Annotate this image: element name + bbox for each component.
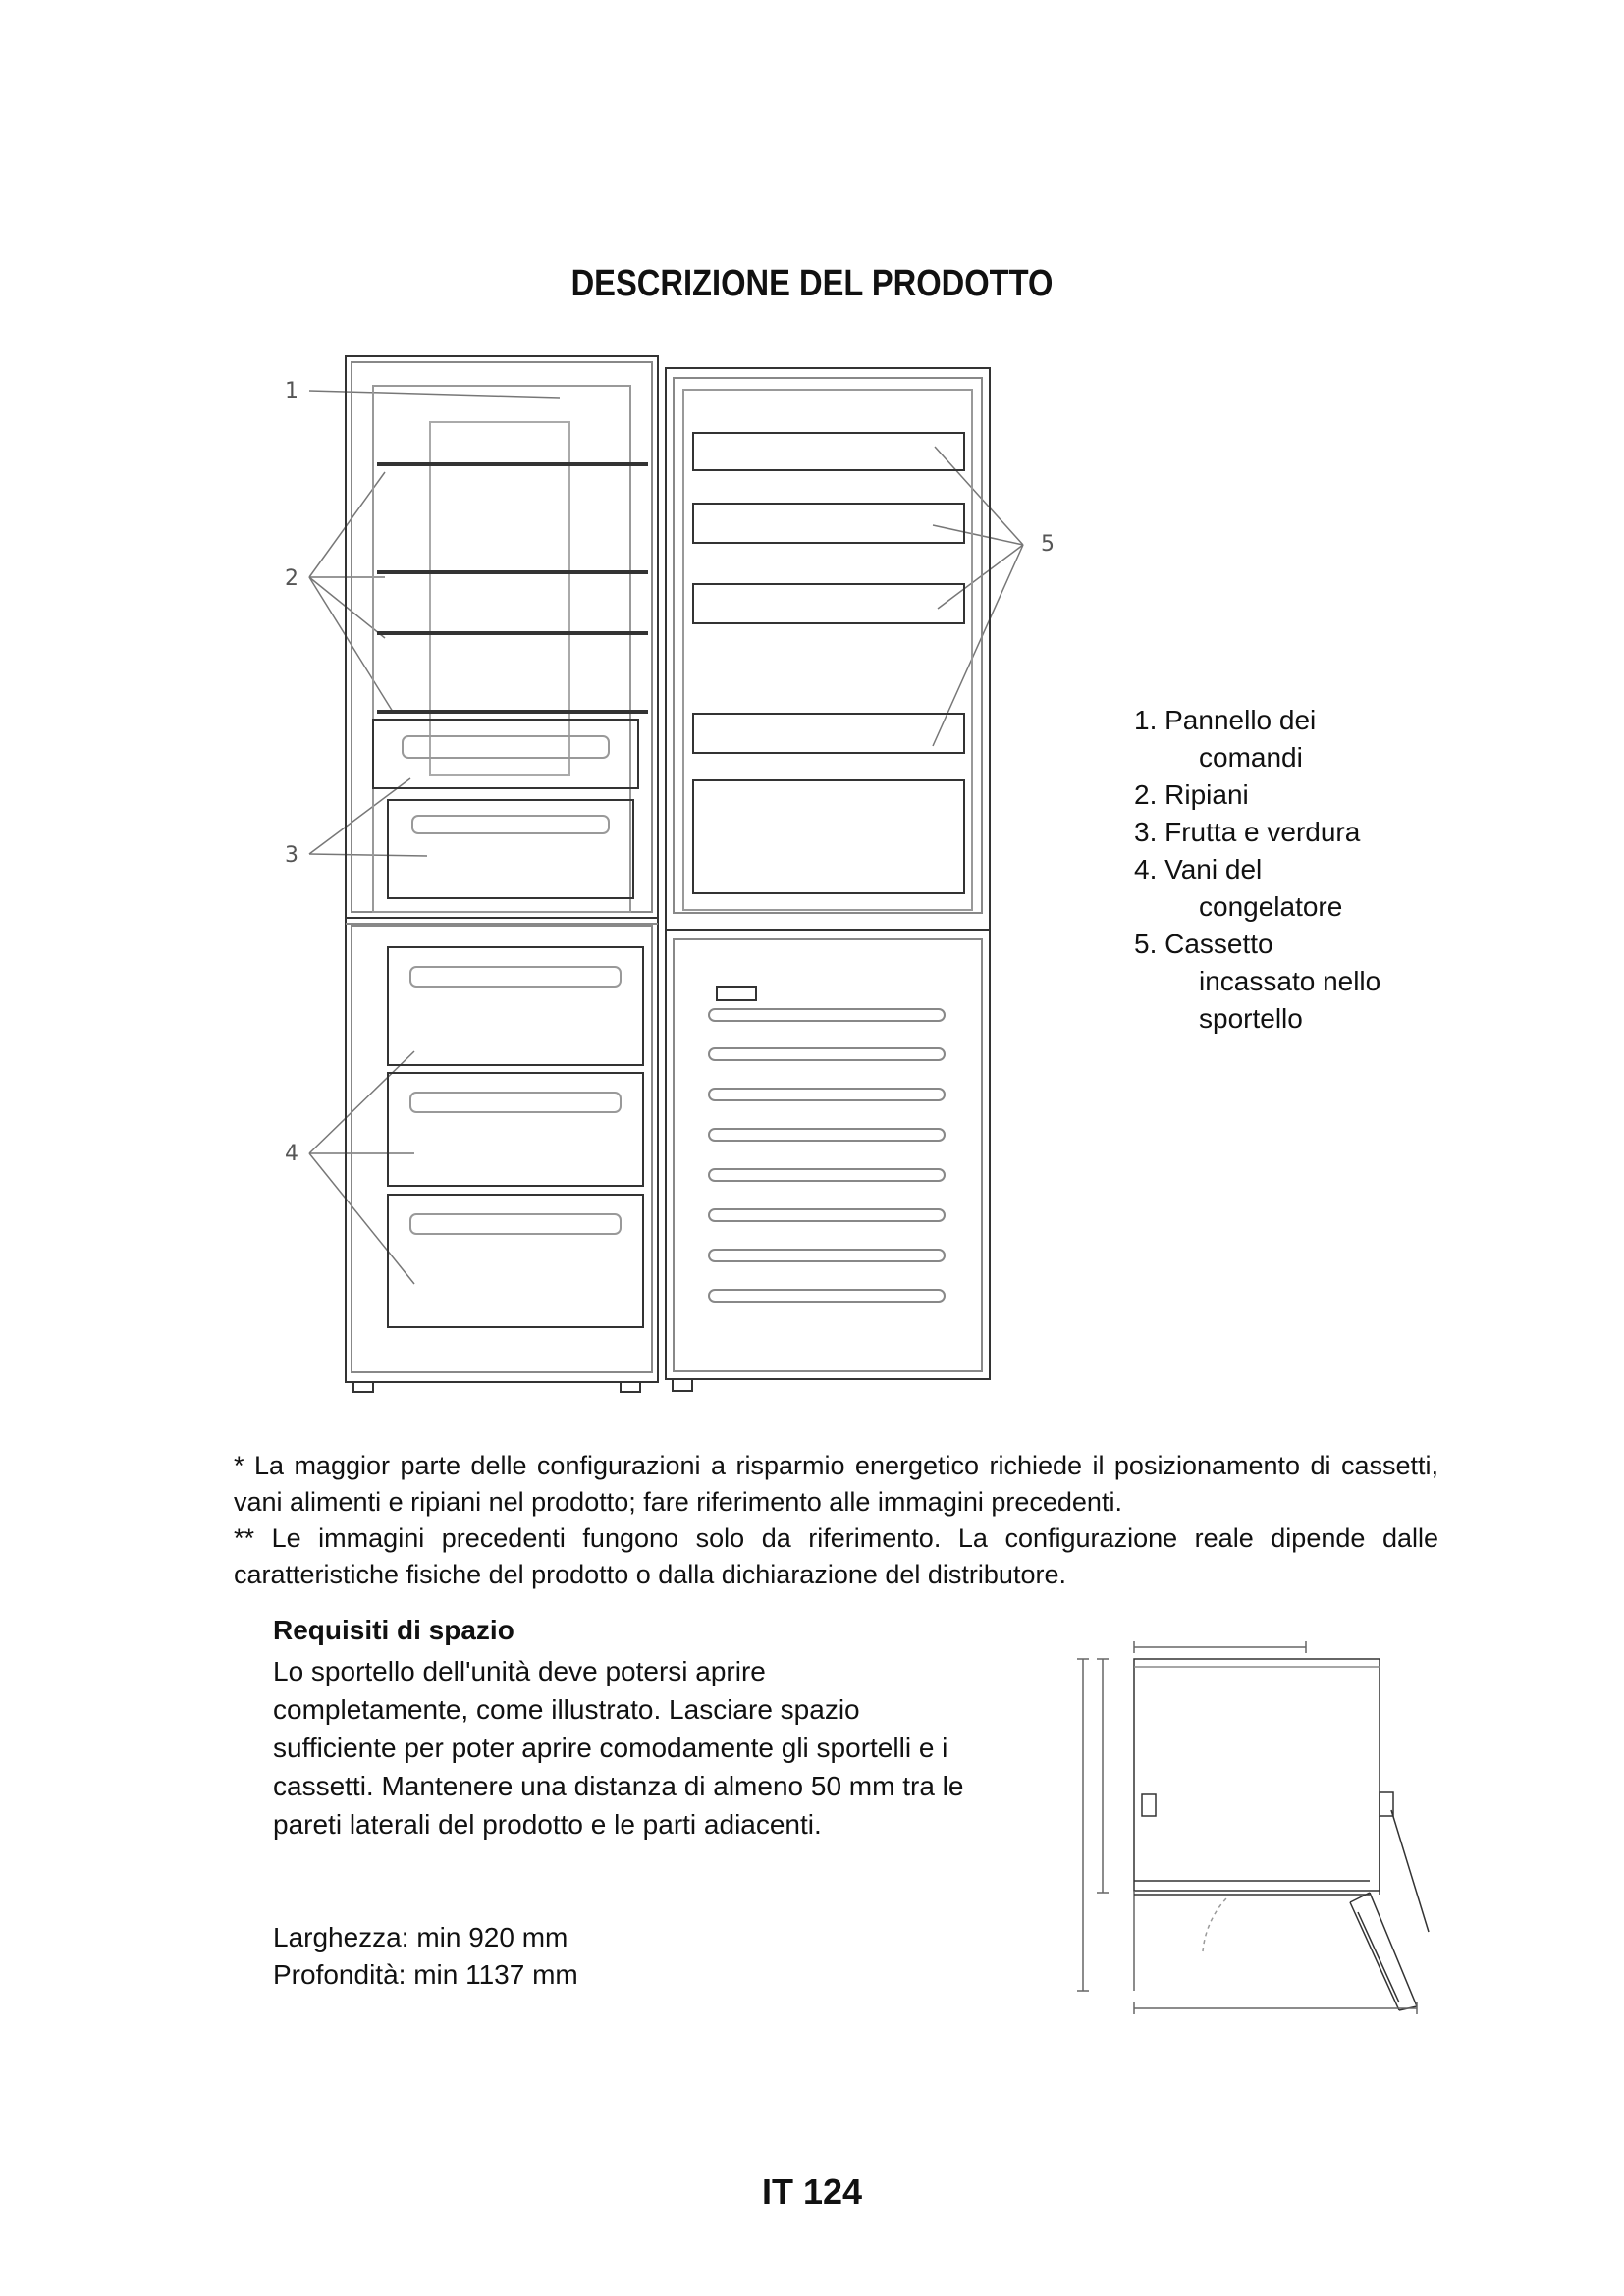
component-legend [1134, 702, 1380, 1038]
min-depth: Profondità: min 1137 mm [273, 1959, 578, 1990]
legend-item-1: 1. Pannello dei [1134, 705, 1317, 735]
page-number: IT 124 [761, 2171, 863, 2212]
space-text-line: Lo sportello dell'unità deve potersi aprire [273, 1656, 766, 1686]
space-requirements-text [273, 1652, 970, 1843]
fridge-door [666, 368, 990, 1391]
space-text-line: cassetti. Mantenere una distanza di almeno 50 mm tra le [273, 1771, 964, 1801]
clearance-diagram [1056, 1618, 1429, 2030]
callout-3: 3 [285, 843, 298, 868]
footnote-2: ** Le immagini precedenti fungono solo da riferimento. La configurazione reale dipende dalle caratteristiche fisiche del prodotto o dalla dichiarazione del distributore. [234, 1523, 1438, 1589]
space-text-line: completamente, come illustrato. Lasciare spazio [273, 1694, 860, 1725]
legend-item-5-cont: incassato nello [1199, 966, 1381, 996]
legend-item-5: 5. Cassetto [1134, 929, 1273, 959]
legend-item-4-cont: congelatore [1199, 891, 1343, 922]
min-width: Larghezza: min 920 mm [273, 1922, 568, 1952]
callout-1: 1 [285, 379, 298, 403]
legend-item-4: 4. Vani del [1134, 854, 1263, 884]
minimum-dimensions [273, 1919, 578, 1994]
space-requirements-heading: Requisiti di spazio [273, 1615, 514, 1645]
fridge-diagram [255, 339, 1055, 1409]
callout-5: 5 [1041, 532, 1055, 557]
legend-item-3: 3. Frutta e verdura [1134, 817, 1361, 847]
space-text-line: sufficiente per poter aprire comodamente gli sportelli e i [273, 1733, 948, 1763]
space-text-line: pareti laterali del prodotto e le parti adiacenti. [273, 1809, 822, 1840]
callout-4: 4 [285, 1142, 298, 1166]
callout-2: 2 [285, 566, 298, 591]
fridge-cabinet [346, 356, 658, 1392]
legend-item-5-cont2: sportello [1199, 1003, 1303, 1034]
legend-item-1-cont: comandi [1199, 742, 1303, 773]
page-title: DESCRIZIONE DEL PRODOTTO [570, 263, 1054, 304]
legend-item-2: 2. Ripiani [1134, 779, 1249, 810]
footnote-1: * La maggior parte delle configurazioni a risparmio energetico richiede il posizionamento di cassetti, vani alimenti e ripiani nel prodotto; fare riferimento alle immagini precedenti. [234, 1451, 1438, 1517]
